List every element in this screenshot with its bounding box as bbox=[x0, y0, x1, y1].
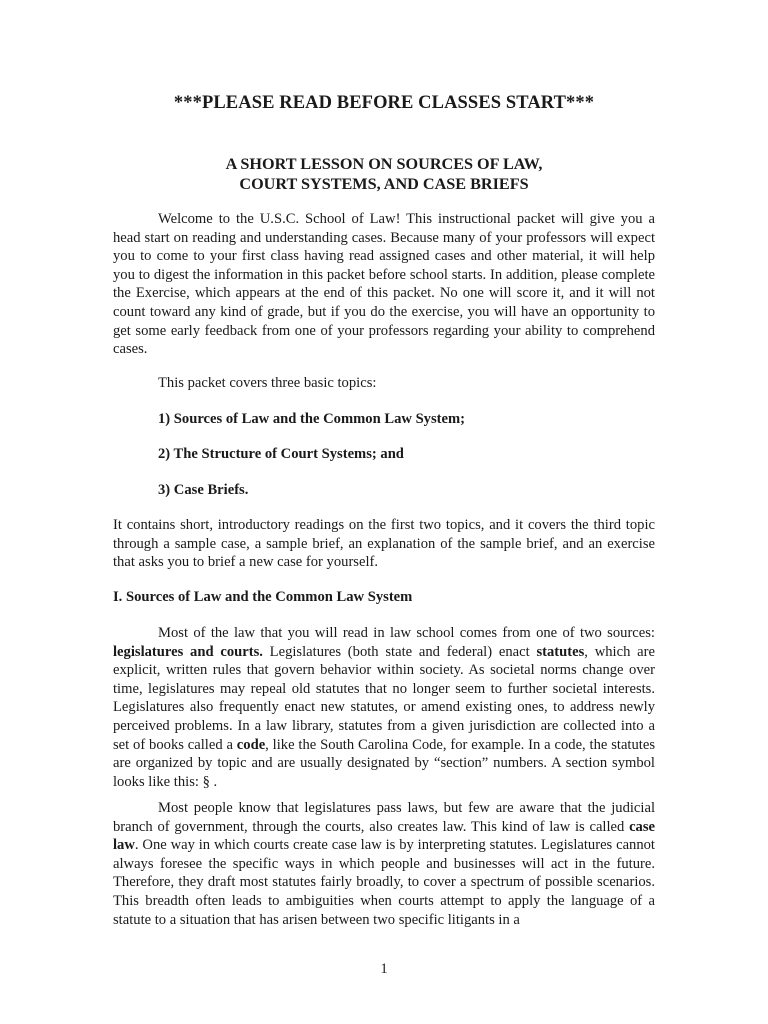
topic-item-2: 2) The Structure of Court Systems; and bbox=[158, 446, 404, 462]
term-case-law: case law bbox=[113, 818, 655, 854]
term-legislatures-and-courts: legislatures and courts. bbox=[113, 643, 263, 660]
contents-paragraph: It contains short, introductory readings on the first two topics, and it covers the third topic through a sample case, a sample brief, an explanation of the sample brief, and an exercise that asks you to brief a new case for yourself. bbox=[113, 517, 655, 571]
case-law-text-1: Most people know that legislatures pass laws, but few are aware that the judicial branch of government, through the courts, also creates law. This kind of law is called bbox=[113, 800, 655, 835]
sources-text-3: , which are explicit, written rules that govern behavior within society. As societal norms change over time, legislatures may repeal old statutes that no longer seem to further societal interests. Legislatures also frequently enact new statutes, or amend existing ones, to address newly perceived problems. In a law library, statutes from a given jurisdiction are collected into a set of books called a bbox=[113, 643, 655, 753]
topic-item-3: 3) Case Briefs. bbox=[158, 482, 249, 498]
sources-text-4: , like the South Carolina Code, for example. In a code, the statutes are organized by topic and are usually designated by “section” numbers. A section symbol looks like this: § . bbox=[113, 736, 655, 790]
sources-text-1: Most of the law that you will read in law school comes from one of two sources: bbox=[158, 625, 655, 641]
document-page bbox=[113, 0, 655, 1024]
term-statutes: statutes bbox=[536, 643, 585, 660]
topic-item-1: 1) Sources of Law and the Common Law System; bbox=[158, 411, 466, 427]
notice-title: ***PLEASE READ BEFORE CLASSES START*** bbox=[173, 93, 595, 113]
welcome-paragraph: Welcome to the U.S.C. School of Law! This instructional packet will give you a head start on reading and understanding cases. Because many of your professors will expect you to come to your first class having read assigned cases and other material, it will help you to digest the information in this packet before school starts. In addition, please complete the Exercise, which appears at the end of this packet. No one will score it, and it will not count toward any kind of grade, but if you do the exercise, you will have an opportunity to get some early feedback from one of your professors regarding your ability to comprehend cases. bbox=[113, 211, 655, 358]
document-title-line-1: A SHORT LESSON ON SOURCES OF LAW, bbox=[225, 155, 543, 173]
document-title bbox=[113, 154, 655, 194]
topics-lead: This packet covers three basic topics: bbox=[158, 375, 377, 391]
term-code: code bbox=[236, 736, 266, 753]
sources-text-2: Legislatures (both state and federal) enact bbox=[262, 643, 537, 660]
sources-paragraph bbox=[113, 624, 655, 791]
document-title-line-2: COURT SYSTEMS, AND CASE BRIEFS bbox=[239, 175, 529, 193]
page-number: 1 bbox=[380, 961, 388, 977]
section-heading: I. Sources of Law and the Common Law System bbox=[113, 589, 413, 605]
case-law-text-2: . One way in which courts create case law is by interpreting statutes. Legislatures cannot always foresee the specific ways in which people and businesses will act in the future. Therefore, they draft most statutes fairly broadly, to cover a spectrum of possible scenarios. This breadth often leads to ambiguities when courts attempt to apply the language of a statute to a situation that has arisen between two specific litigants in a bbox=[113, 837, 655, 928]
case-law-paragraph bbox=[113, 799, 655, 929]
